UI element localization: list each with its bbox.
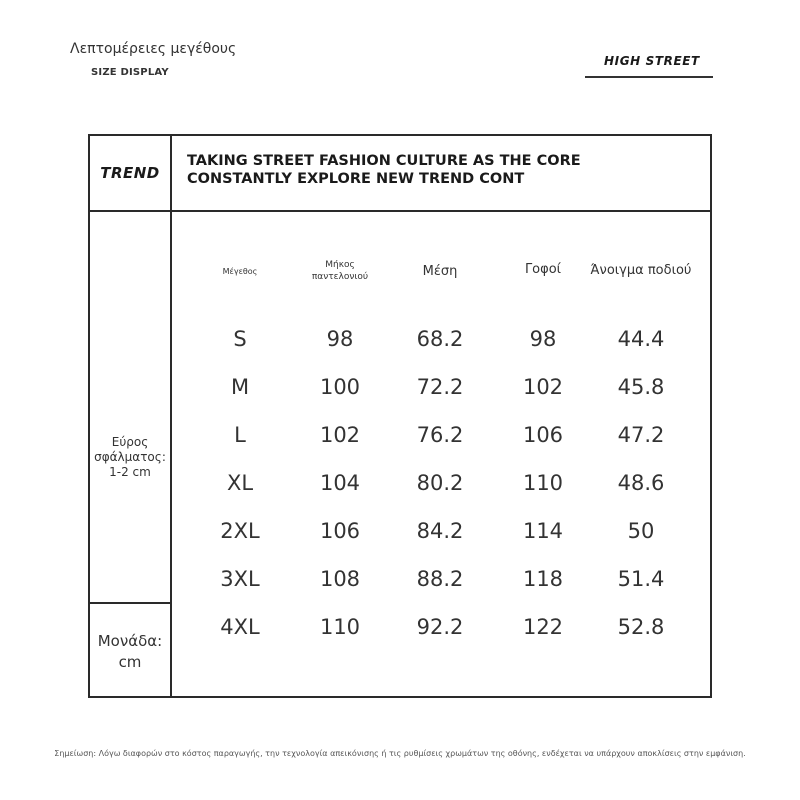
brand-label: HIGH STREET (604, 54, 700, 68)
cell-hips: 98 (529, 327, 557, 351)
header-hips: Γοφοί (524, 262, 562, 277)
cell-waist: 84.2 (416, 519, 464, 543)
cell-size: L (234, 423, 246, 447)
page-title: Λεπτομέρειες μεγέθους (70, 41, 237, 57)
brand-underline (585, 76, 713, 78)
cell-size: S (233, 327, 247, 351)
cell-size: 4XL (220, 615, 260, 639)
page-subtitle: SIZE DISPLAY (91, 67, 169, 78)
disclaimer-note: Σημείωση: Λόγω διαφορών στο κόστος παραγωγής, την τεχνολογία απεικόνισης ή τις ρυθμίσεις χρωμάτων της οθόνης, ενδέχεται να υπάρχουν αποκλίσεις στην εμφάνιση. (54, 749, 746, 758)
cell-length: 98 (326, 327, 354, 351)
cell-leg-opening: 44.4 (617, 327, 665, 351)
trend-tag: TREND (100, 164, 160, 182)
cell-size: 3XL (220, 567, 260, 591)
cell-hips: 122 (522, 615, 564, 639)
frame-left-divider (90, 602, 170, 604)
cell-leg-opening: 47.2 (617, 423, 665, 447)
cell-length: 100 (319, 375, 361, 399)
cell-waist: 68.2 (416, 327, 464, 351)
unit-note (90, 631, 170, 673)
cell-hips: 110 (522, 471, 564, 495)
cell-hips: 106 (522, 423, 564, 447)
cell-hips: 118 (522, 567, 564, 591)
cell-hips: 102 (522, 375, 564, 399)
cell-length: 106 (319, 519, 361, 543)
cell-length: 110 (319, 615, 361, 639)
slogan-line-1: TAKING STREET FASHION CULTURE AS THE CORE (187, 153, 581, 169)
cell-waist: 76.2 (416, 423, 464, 447)
cell-size: XL (226, 471, 254, 495)
cell-leg-opening: 50 (627, 519, 655, 543)
cell-leg-opening: 51.4 (617, 567, 665, 591)
cell-waist: 92.2 (416, 615, 464, 639)
cell-size: M (230, 375, 250, 399)
unit-line-2: cm (118, 653, 142, 671)
unit-line-1: Μονάδα: (97, 632, 163, 650)
header-waist: Μέση (422, 264, 458, 279)
header-size: Μέγεθος (222, 267, 258, 276)
cell-hips: 114 (522, 519, 564, 543)
cell-leg-opening: 45.8 (617, 375, 665, 399)
cell-length: 104 (319, 471, 361, 495)
header-length-line-2: παντελονιού (311, 272, 369, 282)
tolerance-line-3: 1-2 cm (109, 465, 151, 479)
tolerance-note (90, 435, 170, 480)
header-length (312, 259, 368, 283)
frame-top-divider (90, 210, 710, 212)
cell-waist: 80.2 (416, 471, 464, 495)
cell-length: 108 (319, 567, 361, 591)
cell-size: 2XL (220, 519, 260, 543)
slogan-line-2: CONSTANTLY EXPLORE NEW TREND CONT (187, 171, 525, 187)
cell-leg-opening: 48.6 (617, 471, 665, 495)
cell-waist: 88.2 (416, 567, 464, 591)
size-table-frame (88, 134, 712, 698)
tolerance-line-2: σφάλματος: (94, 450, 166, 464)
cell-length: 102 (319, 423, 361, 447)
cell-waist: 72.2 (416, 375, 464, 399)
slogan (187, 152, 581, 188)
header-leg-opening: Άνοιγμα ποδιού (590, 263, 692, 278)
frame-vertical-divider (170, 136, 172, 696)
cell-leg-opening: 52.8 (617, 615, 665, 639)
header-length-line-1: Μήκος (325, 260, 355, 270)
tolerance-line-1: Εύρος (111, 435, 149, 449)
